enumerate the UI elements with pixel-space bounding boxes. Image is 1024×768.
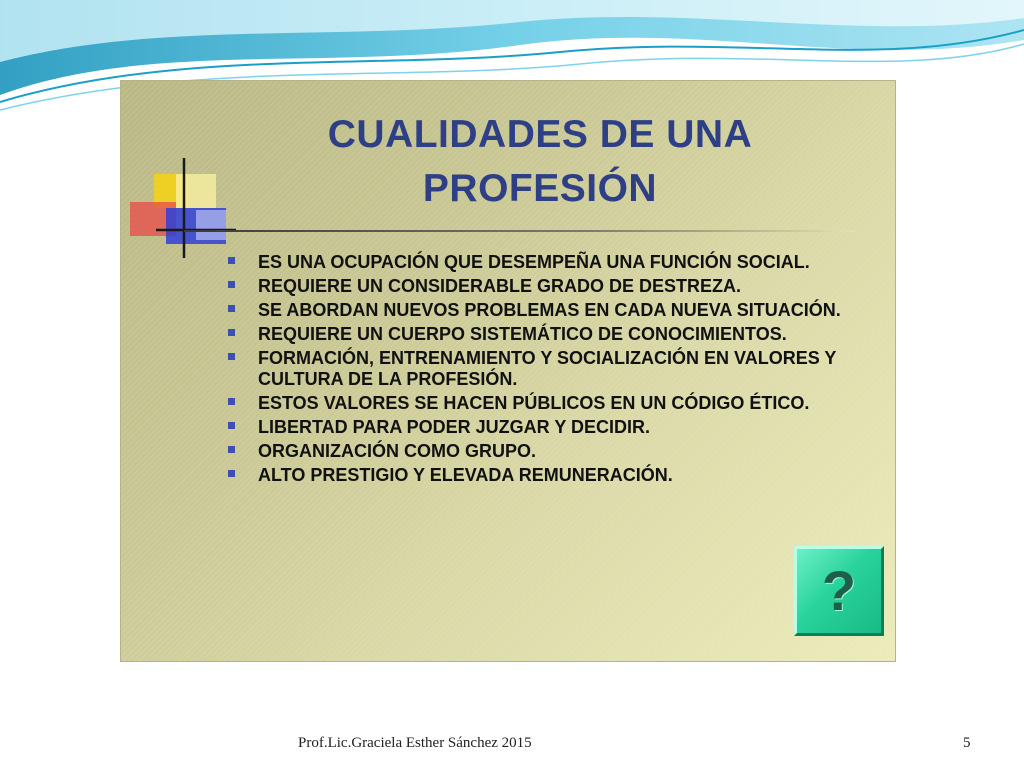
bullet-marker-icon [228, 353, 235, 360]
bullet-marker-icon [228, 470, 235, 477]
list-item: REQUIERE UN CUERPO SISTEMÁTICO DE CONOCIMIENTOS. [224, 324, 864, 345]
title-divider [184, 230, 856, 232]
bullet-marker-icon [228, 257, 235, 264]
bullet-marker-icon [228, 446, 235, 453]
list-item: ALTO PRESTIGIO Y ELEVADA REMUNERACIÓN. [224, 465, 864, 486]
list-item: FORMACIÓN, ENTRENAMIENTO Y SOCIALIZACIÓN EN VALORES Y CULTURA DE LA PROFESIÓN. [224, 348, 864, 390]
list-item: ESTOS VALORES SE HACEN PÚBLICOS EN UN CÓDIGO ÉTICO. [224, 393, 864, 414]
question-mark-icon: ? [821, 559, 857, 622]
list-item: REQUIERE UN CONSIDERABLE GRADO DE DESTREZA. [224, 276, 864, 297]
list-item: SE ABORDAN NUEVOS PROBLEMAS EN CADA NUEVA SITUACIÓN. [224, 300, 864, 321]
bullet-marker-icon [228, 422, 235, 429]
bullet-marker-icon [228, 305, 235, 312]
bullet-marker-icon [228, 281, 235, 288]
bullet-marker-icon [228, 329, 235, 336]
list-item: ORGANIZACIÓN COMO GRUPO. [224, 441, 864, 462]
footer-author: Prof.Lic.Graciela Esther Sánchez 2015 [298, 735, 532, 751]
slide-title: CUALIDADES DE UNA PROFESIÓN [327, 113, 753, 210]
page-number: 5 [963, 735, 971, 751]
slide-image [120, 80, 896, 662]
help-button[interactable] [794, 546, 884, 636]
list-item: LIBERTAD PARA PODER JUZGAR Y DECIDIR. [224, 417, 864, 438]
color-squares-icon [126, 158, 236, 258]
qualities-list [224, 252, 864, 489]
list-item: ES UNA OCUPACIÓN QUE DESEMPEÑA UNA FUNCIÓN SOCIAL. [224, 252, 864, 273]
bullet-marker-icon [228, 398, 235, 405]
